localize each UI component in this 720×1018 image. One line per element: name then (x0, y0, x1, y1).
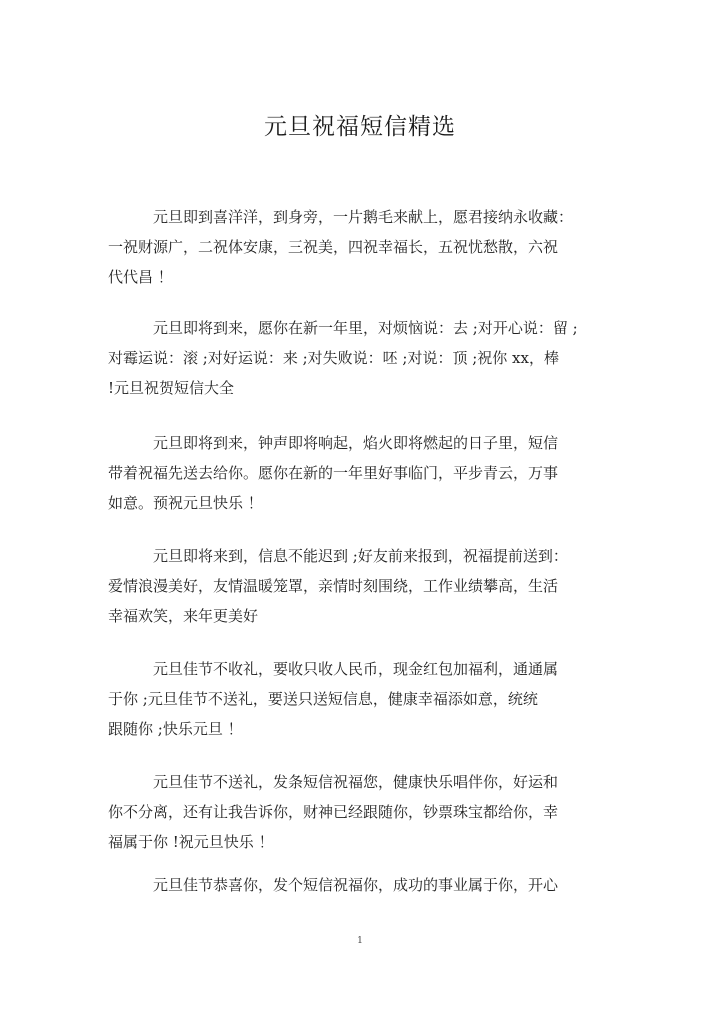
paragraph-line: 元旦即将到来，愿你在新一年里，对烦恼说：去 ;对开心说：留 ; (153, 319, 578, 337)
paragraph-line: 如意。预祝元旦快乐 ！ (108, 494, 263, 512)
paragraph-line: 爱情浪漫美好，友情温暖笼罩，亲情时刻围绕，工作业绩攀高，生活 (108, 577, 559, 595)
paragraph-line: 福属于你 !祝元旦快乐 ！ (108, 833, 274, 851)
paragraph-line: 元旦即将来到，信息不能迟到 ;好友前来报到，祝福提前送到： (153, 547, 568, 565)
paragraph-2 (108, 313, 613, 403)
paragraph-line: 于你 ;元旦佳节不送礼，要送只送短信息，健康幸福添如意，统统 (108, 690, 538, 708)
paragraph-5 (108, 654, 613, 744)
paragraph-line: 一祝财源广，二祝体安康，三祝美，四祝幸福长，五祝忧愁散，六祝 (108, 238, 559, 256)
paragraph-1 (108, 202, 613, 292)
page-number: 1 (357, 936, 363, 946)
paragraph-4 (108, 541, 613, 631)
paragraph-line: 代代昌 ！ (108, 268, 173, 286)
paragraph-6 (108, 767, 613, 857)
paragraph-line: 跟随你 ;快乐元旦 ！ (108, 720, 243, 738)
paragraph-line: 元旦佳节不收礼，要收只收人民币，现金红包加福利，通通属 (153, 660, 559, 678)
paragraph-3 (108, 428, 613, 518)
paragraph-7 (108, 870, 613, 900)
paragraph-line: 元旦佳节不送礼，发条短信祝福您，健康快乐唱伴你，好运和 (153, 773, 559, 791)
paragraph-line: 元旦佳节恭喜你，发个短信祝福你，成功的事业属于你，开心 (153, 876, 559, 894)
paragraph-line: 对霉运说：滚 ;对好运说：来 ;对失败说：呸 ;对说：顶 ;祝你 xx，棒 (108, 349, 559, 367)
paragraph-line: 元旦即将到来，钟声即将响起，焰火即将燃起的日子里，短信 (153, 434, 559, 452)
paragraph-line: 你不分离，还有让我告诉你，财神已经跟随你，钞票珠宝都给你，幸 (108, 803, 559, 821)
paragraph-line: !元旦祝贺短信大全 (108, 379, 235, 397)
document-title: 元旦祝福短信精选 (264, 114, 456, 140)
paragraph-line: 带着祝福先送去给你。愿你在新的一年里好事临门，平步青云，万事 (108, 464, 559, 482)
paragraph-line: 元旦即到喜洋洋，到身旁，一片鹅毛来献上，愿君接纳永收藏： (153, 208, 574, 226)
paragraph-line: 幸福欢笑，来年更美好 (108, 607, 259, 625)
